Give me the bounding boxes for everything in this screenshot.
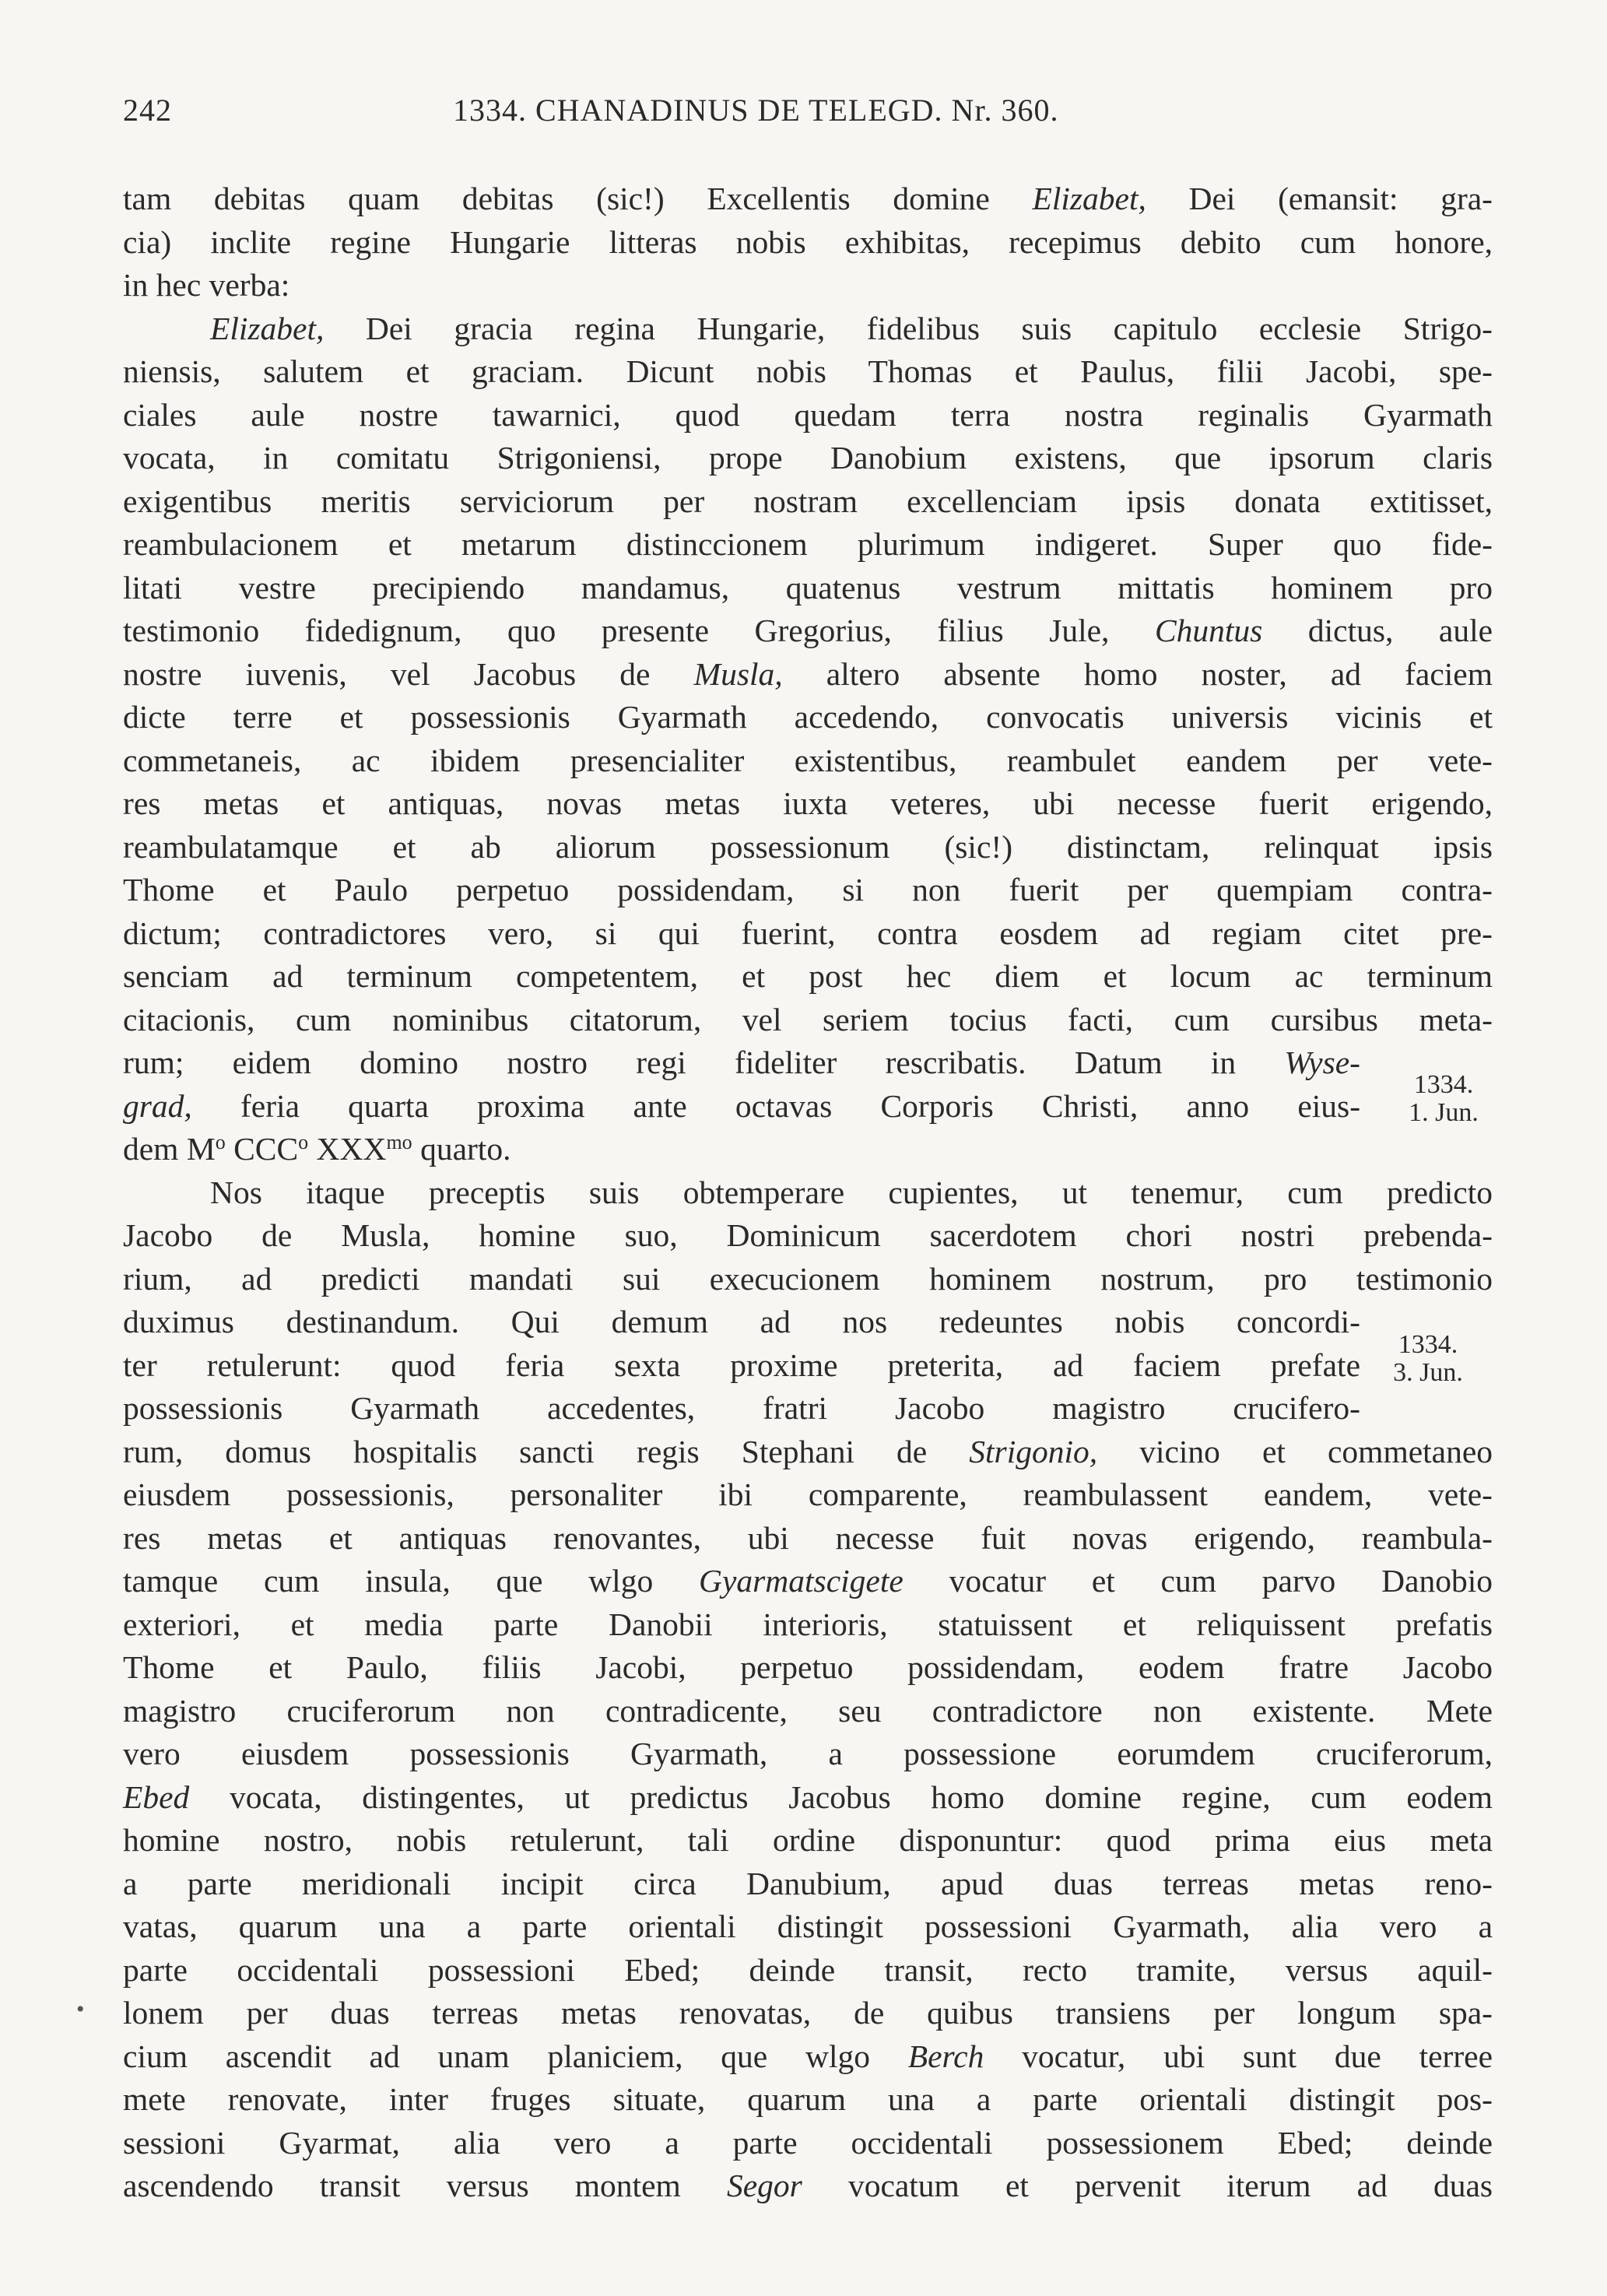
margin-note-day: 3. Jun. — [1393, 1358, 1463, 1387]
margin-note-year: 1334. — [1398, 1330, 1458, 1359]
text-line: vero eiusdem possessionis Gyarmath, a possessione eorumdem cruciferorum, — [123, 1736, 1493, 1771]
text-line: cia) inclite regine Hungarie litteras nobis exhibitas, recepimus debito cum honore, — [123, 223, 1493, 260]
text-line: reambulacionem et metarum distinccionem plurimum indigeret. Super quo fide- — [123, 526, 1493, 562]
margin-note-day: 1. Jun. — [1409, 1098, 1479, 1127]
text-line: exigentibus meritis serviciorum per nostram excellenciam ipsis donata extitisset, — [123, 483, 1493, 519]
margin-date-note — [1370, 1331, 1486, 1387]
text-line: tamque cum insula, que wlgo Gyarmatscigete vocatur et cum parvo Danobio — [123, 1563, 1493, 1599]
text-line: possessionis Gyarmath accedentes, fratri Jacobo magistro crucifero- — [123, 1390, 1360, 1426]
text-line: ciales aule nostre tawarnici, quod quedam terra nostra reginalis Gyarmath — [123, 396, 1493, 433]
page-header — [123, 92, 1493, 139]
text-line: Nos itaque preceptis suis obtemperare cupientes, ut tenemur, cum predicto — [210, 1174, 1493, 1210]
document-body — [123, 177, 1493, 2208]
margin-date-note — [1385, 1071, 1502, 1127]
text-line: litati vestre precipiendo mandamus, quatenus vestrum mittatis hominem pro — [123, 569, 1493, 606]
text-line: citacionis, cum nominibus citatorum, vel seriem tocius facti, cum cursibus meta- — [123, 1001, 1493, 1037]
text-line: niensis, salutem et graciam. Dicunt nobis Thomas et Paulus, filii Jacobi, spe- — [123, 353, 1493, 389]
text-line: Jacobo de Musla, homine suo, Dominicum sacerdotem chori nostri prebenda- — [123, 1217, 1493, 1253]
text-line: ascendendo transit versus montem Segor vocatum et pervenit iterum ad duas — [123, 2168, 1493, 2203]
text-line: sessioni Gyarmat, alia vero a parte occidentali possessionem Ebed; deinde — [123, 2124, 1493, 2161]
text-line: reambulatamque et ab aliorum possessionum (sic!) distinctam, relinquat ipsis — [123, 828, 1493, 865]
text-line: Thome et Paulo perpetuo possidendam, si non fuerit per quempiam contra- — [123, 872, 1493, 908]
text-line: mete renovate, inter fruges situate, quarum una a parte orientali distingit pos- — [123, 2081, 1493, 2117]
text-line: dicte terre et possessionis Gyarmath accedendo, convocatis universis vicinis et — [123, 699, 1493, 735]
text-line: rum, domus hospitalis sancti regis Stephani de Strigonio, vicino et commetaneo — [123, 1433, 1493, 1469]
text-line: lonem per duas terreas metas renovatas, de quibus transiens per longum spa- — [123, 1995, 1493, 2031]
text-line: parte occidentali possessioni Ebed; deinde transit, recto tramite, versus aquil- — [123, 1951, 1493, 1988]
text-line: a parte meridionali incipit circa Danubium, apud duas terreas metas reno- — [123, 1865, 1493, 1901]
text-line: res metas et antiquas, novas metas iuxta veteres, ubi necesse fuerit erigendo, — [123, 785, 1493, 821]
text-line: Elizabet, Dei gracia regina Hungarie, fidelibus suis capitulo ecclesie Strigo- — [210, 310, 1493, 346]
text-line: Ebed vocata, distingentes, ut predictus Jacobus homo domine regine, cum eodem — [123, 1778, 1493, 1815]
text-line: tam debitas quam debitas (sic!) Excellentis domine Elizabet, Dei (emansit: gra- — [123, 181, 1493, 216]
text-line: vatas, quarum una a parte orientali distingit possessioni Gyarmath, alia vero a — [123, 1908, 1493, 1944]
text-line: in hec verba: — [123, 267, 290, 303]
text-line: exteriori, et media parte Danobii interioris, statuissent et reliquissent prefatis — [123, 1606, 1493, 1642]
margin-note-year: 1334. — [1413, 1070, 1474, 1099]
text-line: eiusdem possessionis, personaliter ibi comparente, reambulassent eandem, vete- — [123, 1476, 1493, 1512]
text-line: duximus destinandum. Qui demum ad nos redeuntes nobis concordi- — [123, 1304, 1360, 1339]
text-line: dem $M^o$ CCC$^o$ $XXX^{mo}$ quarto. — [123, 1131, 511, 1167]
text-line: nostre iuvenis, vel Jacobus de Musla, altero absente homo noster, ad faciem — [123, 655, 1493, 692]
text-line: rium, ad predicti mandati sui execucionem hominem nostrum, pro testimonio — [123, 1260, 1493, 1297]
text-line: homine nostro, nobis retulerunt, tali ordine disponuntur: quod prima eius meta — [123, 1822, 1493, 1858]
text-line: magistro cruciferorum non contradicente, seu contradictore non existente. Mete — [123, 1692, 1493, 1729]
text-line: rum; eidem domino nostro regi fideliter rescribatis. Datum in Wyse- — [123, 1044, 1360, 1080]
text-line: testimonio fidedignum, quo presente Gregorius, filius Jule, Chuntus dictus, aule — [123, 613, 1493, 648]
text-line: grad, feria quarta proxima ante octavas Corporis Christi, anno eius- — [123, 1087, 1361, 1124]
text-line: commetaneis, ac ibidem presencialiter existentibus, reambulet eandem per vete- — [123, 742, 1493, 778]
page-number: 242 — [123, 93, 172, 128]
text-line: cium ascendit ad unam planiciem, que wlgo Berch vocatur, ubi sunt due terree — [123, 2038, 1493, 2074]
running-title: 1334. CHANADINUS DE TELEGD. Nr. 360. — [453, 93, 1059, 128]
text-line: Thome et Paulo, filiis Jacobi, perpetuo possidendam, eodem fratre Jacobo — [123, 1649, 1493, 1685]
text-line: dictum; contradictores vero, si qui fuerint, contra eosdem ad regiam citet pre- — [123, 915, 1493, 951]
text-line: senciam ad terminum competentem, et post hec diem et locum ac terminum — [123, 958, 1493, 994]
text-line: vocata, in comitatu Strigoniensi, prope Danobium existens, que ipsorum claris — [123, 440, 1493, 476]
text-line: ter retulerunt: quod feria sexta proxime preterita, ad faciem prefate — [123, 1346, 1360, 1383]
margin-mark: • — [76, 1996, 85, 2022]
text-line: res metas et antiquas renovantes, ubi necesse fuit novas erigendo, reambula- — [123, 1519, 1493, 1556]
